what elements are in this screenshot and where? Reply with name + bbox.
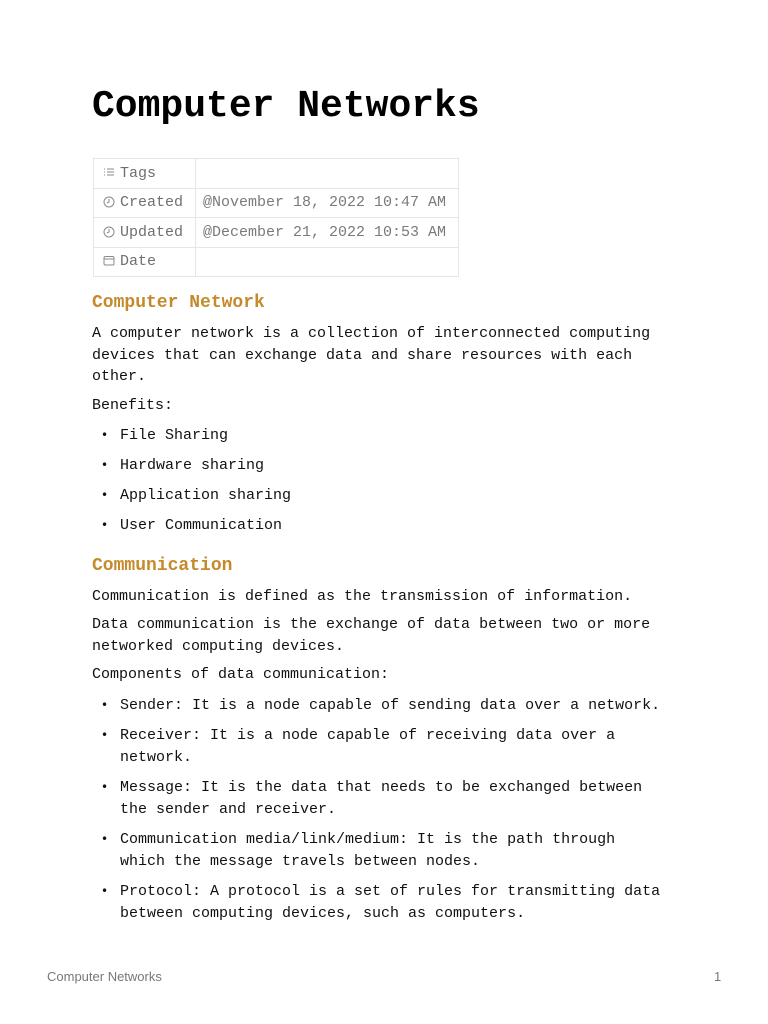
section-heading-communication: Communication xyxy=(92,555,233,576)
page-title: Computer Networks xyxy=(92,85,480,128)
property-label: Created xyxy=(120,194,184,212)
document-body xyxy=(92,290,682,924)
components-list xyxy=(92,695,682,925)
properties-table xyxy=(93,158,459,277)
property-row-date xyxy=(94,247,459,277)
list-item: • Receiver: It is a node capable of receiving data over a network. xyxy=(92,725,682,768)
paragraph: A computer network is a collection of interconnected computing devices that can exchange data and share resources with each other. xyxy=(92,325,651,385)
footer-page-number: 1 xyxy=(714,969,722,984)
paragraph: Data communication is the exchange of data between two or more networked computing devices. xyxy=(92,616,651,655)
property-value[interactable] xyxy=(196,247,459,277)
list-item: • Protocol: A protocol is a set of rules for transmitting data between computing devices, such as computers. xyxy=(92,881,682,924)
list-item: • Message: It is the data that needs to be exchanged between the sender and receiver. xyxy=(92,777,682,820)
property-value[interactable]: @November 18, 2022 10:47 AM xyxy=(196,188,459,218)
property-key xyxy=(94,188,196,218)
property-value[interactable] xyxy=(196,159,459,189)
list-item: • User Communication xyxy=(92,515,682,537)
property-row-created xyxy=(94,188,459,218)
list-item: • File Sharing xyxy=(92,425,682,447)
paragraph: Components of data communication: xyxy=(92,666,390,683)
footer-doc-title: Computer Networks xyxy=(47,969,162,984)
paragraph: Communication is defined as the transmission of information. xyxy=(92,587,633,605)
property-row-tags xyxy=(94,159,459,189)
property-label: Tags xyxy=(120,164,157,182)
property-key xyxy=(94,218,196,248)
benefits-list xyxy=(92,425,682,537)
list-item: • Sender: It is a node capable of sending data over a network. xyxy=(92,695,682,717)
section-heading-computer-network: Computer Network xyxy=(92,293,265,313)
property-key xyxy=(94,159,196,189)
property-label: Date xyxy=(120,253,157,271)
property-key xyxy=(94,247,196,277)
list-item: • Communication media/link/medium: It is the path through which the message travels between nodes. xyxy=(92,829,682,872)
list-item: • Hardware sharing xyxy=(92,455,682,477)
clock-icon xyxy=(102,224,116,238)
list-icon xyxy=(102,165,116,179)
property-label: Updated xyxy=(120,223,184,241)
calendar-icon xyxy=(102,253,116,267)
paragraph: Benefits: xyxy=(92,396,174,414)
property-value[interactable]: @December 21, 2022 10:53 AM xyxy=(196,218,459,248)
list-item: • Application sharing xyxy=(92,485,682,507)
property-row-updated xyxy=(94,218,459,248)
clock-icon xyxy=(102,194,116,208)
